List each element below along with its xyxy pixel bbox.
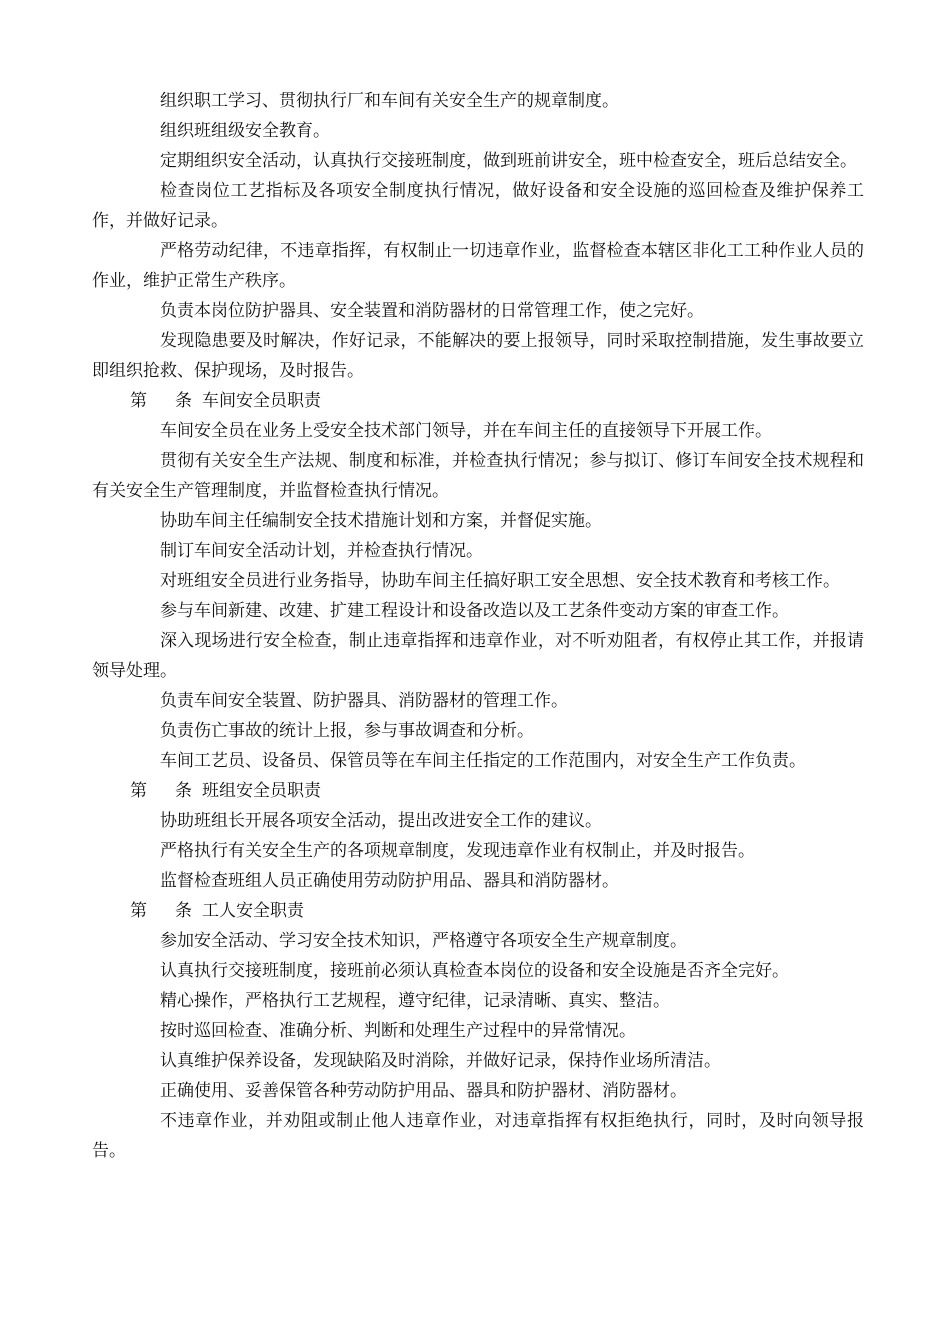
paragraph: 定期组织安全活动，认真执行交接班制度，做到班前讲安全，班中检查安全，班后总结安全。	[160, 151, 857, 171]
paragraph: 检查岗位工艺指标及各项安全制度执行情况，做好设备和安全设施的巡回检查及维护保养工作，并做好记录。	[92, 181, 864, 231]
paragraph: 按时巡回检查、准确分析、判断和处理生产过程中的异常情况。	[160, 1021, 636, 1041]
article-suffix: 条	[175, 901, 192, 921]
paragraph: 认真执行交接班制度，接班前必须认真检查本岗位的设备和安全设施是否齐全完好。	[160, 961, 789, 981]
paragraph: 深入现场进行安全检查，制止违章指挥和违章作业，对不听劝阻者，有权停止其工作，并报请领导处理。	[92, 631, 864, 681]
paragraph: 参加安全活动、学习安全技术知识，严格遵守各项安全生产规章制度。	[160, 931, 687, 951]
article-title: 车间安全员职责	[202, 391, 321, 411]
paragraph: 贯彻有关安全生产法规、制度和标准，并检查执行情况；参与拟订、修订车间安全技术规程和有关安全生产管理制度，并监督检查执行情况。	[92, 451, 864, 501]
paragraph: 车间安全员在业务上受安全技术部门领导，并在车间主任的直接领导下开展工作。	[160, 421, 772, 441]
paragraph: 负责车间安全装置、防护器具、消防器材的管理工作。	[160, 691, 568, 711]
paragraph: 正确使用、妥善保管各种劳动防护用品、器具和防护器材、消防器材。	[160, 1081, 687, 1101]
paragraph: 车间工艺员、设备员、保管员等在车间主任指定的工作范围内，对安全生产工作负责。	[160, 751, 806, 771]
paragraph: 严格劳动纪律，不违章指挥，有权制止一切违章作业，监督检查本辖区非化工工种作业人员的作业，维护正常生产秩序。	[92, 241, 864, 291]
article-title: 班组安全员职责	[202, 781, 321, 801]
paragraph: 制订车间安全活动计划，并检查执行情况。	[160, 541, 483, 561]
paragraph: 组织职工学习、贯彻执行厂和车间有关安全生产的规章制度。	[160, 91, 619, 111]
article-heading-team-safety-officer	[130, 776, 864, 806]
paragraph: 负责伤亡事故的统计上报，参与事故调查和分析。	[160, 721, 534, 741]
article-suffix: 条	[175, 391, 192, 411]
article-heading-workshop-safety-officer	[130, 386, 864, 416]
paragraph: 组织班组级安全教育。	[160, 121, 330, 141]
article-title: 工人安全职责	[202, 901, 304, 921]
paragraph: 发现隐患要及时解决，作好记录，不能解决的要上报领导，同时采取控制措施，发生事故要立即组织抢救、保护现场，及时报告。	[92, 331, 864, 381]
paragraph: 负责本岗位防护器具、安全装置和消防器材的日常管理工作，使之完好。	[160, 301, 704, 321]
paragraph: 对班组安全员进行业务指导，协助车间主任搞好职工安全思想、安全技术教育和考核工作。	[160, 571, 840, 591]
paragraph: 不违章作业，并劝阻或制止他人违章作业，对违章指挥有权拒绝执行，同时，及时向领导报告。	[92, 1111, 864, 1161]
paragraph: 参与车间新建、改建、扩建工程设计和设备改造以及工艺条件变动方案的审查工作。	[160, 601, 789, 621]
article-heading-worker-safety	[130, 896, 864, 926]
paragraph: 协助车间主任编制安全技术措施计划和方案，并督促实施。	[160, 511, 602, 531]
paragraph: 精心操作，严格执行工艺规程，遵守纪律，记录清晰、真实、整洁。	[160, 991, 670, 1011]
document-body	[92, 86, 864, 1166]
paragraph: 严格执行有关安全生产的各项规章制度，发现违章作业有权制止，并及时报告。	[160, 841, 755, 861]
article-prefix: 第	[130, 901, 147, 921]
paragraph: 协助班组长开展各项安全活动，提出改进安全工作的建议。	[160, 811, 602, 831]
article-prefix: 第	[130, 391, 147, 411]
article-suffix: 条	[175, 781, 192, 801]
article-prefix: 第	[130, 781, 147, 801]
paragraph: 监督检查班组人员正确使用劳动防护用品、器具和消防器材。	[160, 871, 619, 891]
paragraph: 认真维护保养设备，发现缺陷及时消除，并做好记录，保持作业场所清洁。	[160, 1051, 721, 1071]
